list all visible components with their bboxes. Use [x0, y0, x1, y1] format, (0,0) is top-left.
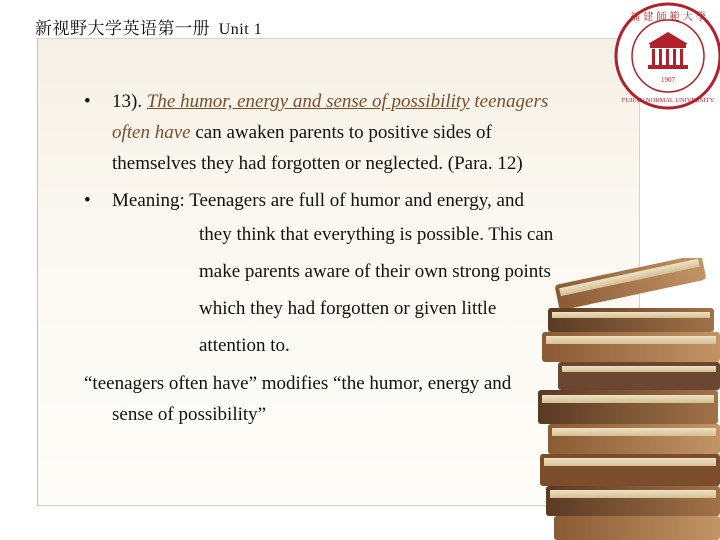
book-title: 新视野大学英语第一册: [35, 19, 210, 38]
bullet-marker: •: [84, 190, 91, 211]
item-13: [84, 86, 624, 179]
item-number: 13).: [112, 91, 143, 112]
underlined-phrase: The humor, energy and sense of possibility: [146, 91, 470, 112]
meaning-item: [84, 185, 624, 216]
university-seal-logo: [608, 2, 720, 114]
italic-tail-2: often have: [112, 122, 191, 143]
svg-text:福 建 師 範 大 學: 福 建 師 範 大 學: [630, 12, 706, 23]
slide-content: [84, 86, 624, 364]
meaning-continuation: [84, 216, 624, 364]
meaning-line: attention to.: [199, 335, 290, 356]
note-line1: “teenagers often have” modifies “the humor, energy and: [84, 373, 512, 394]
svg-text:FUJIAN NORMAL UNIVERSITY: FUJIAN NORMAL UNIVERSITY: [621, 97, 715, 104]
italic-tail-1: teenagers: [474, 91, 549, 112]
page-header: [35, 14, 262, 39]
frame-left-rule: [37, 38, 38, 505]
unit-label: Unit 1: [218, 21, 263, 38]
meaning-line: make parents aware of their own strong points: [199, 261, 551, 282]
bullet-marker: •: [84, 91, 91, 112]
item-13-line2: can awaken parents to positive sides of: [195, 122, 492, 143]
meaning-lead: Meaning: Teenagers are full of humor and energy, and: [112, 190, 524, 211]
note-line2: sense of possibility”: [112, 404, 267, 425]
grammar-note: [84, 368, 624, 430]
meaning-line: they think that everything is possible. This can: [199, 224, 554, 245]
item-13-line3: themselves they had forgotten or neglected. (Para. 12): [112, 153, 523, 174]
meaning-line: which they had forgotten or given little: [199, 298, 497, 319]
svg-text:1907: 1907: [661, 76, 675, 84]
